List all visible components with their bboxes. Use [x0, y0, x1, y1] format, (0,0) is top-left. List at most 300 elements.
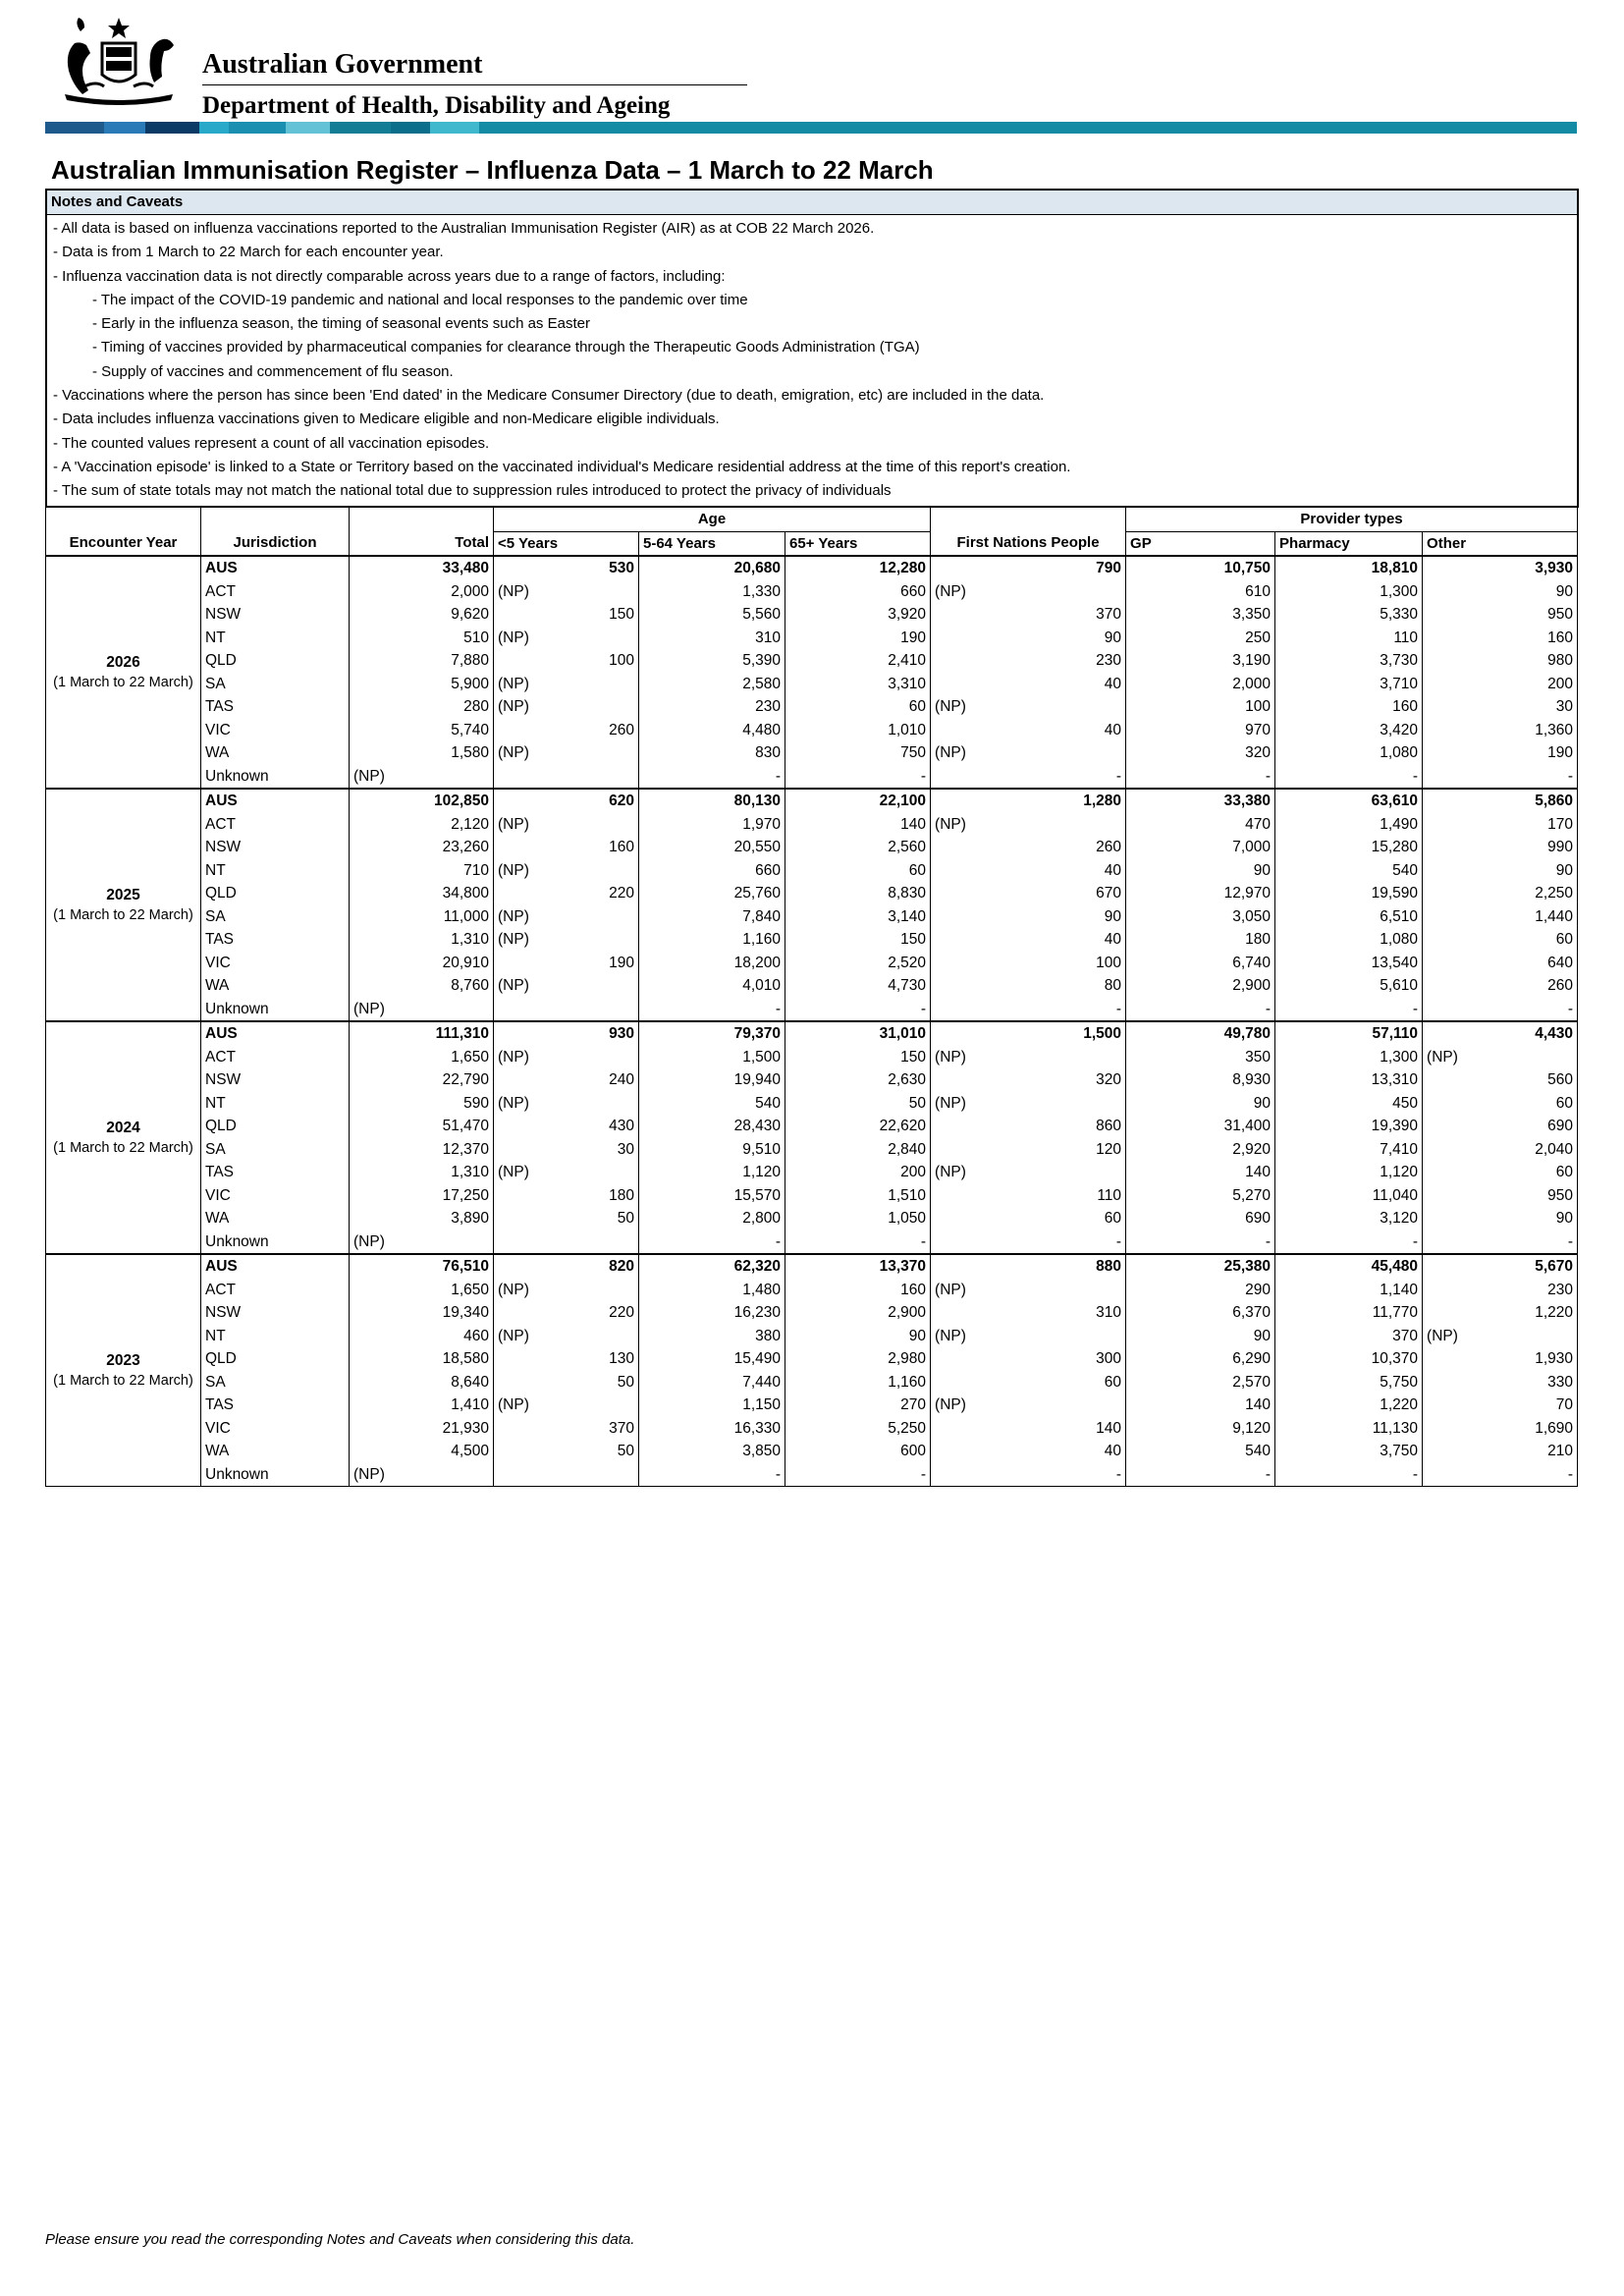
cell-age-5-64: 28,430	[639, 1115, 785, 1138]
cell-jurisdiction: QLD	[201, 649, 350, 673]
cell-gp: 90	[1126, 859, 1275, 883]
header-age-group: Age	[494, 507, 931, 531]
cell-age-5-64: 1,970	[639, 813, 785, 837]
table-row	[46, 1440, 1578, 1463]
cell-age-5-64: 15,490	[639, 1347, 785, 1371]
cell-age-under-5: (NP)	[494, 627, 639, 650]
cell-other: 2,040	[1423, 1138, 1578, 1162]
cell-first-nations: 90	[931, 627, 1126, 650]
cell-jurisdiction: WA	[201, 1440, 350, 1463]
cell-pharmacy: 3,420	[1275, 719, 1423, 742]
cell-other: 90	[1423, 580, 1578, 604]
cell-other: (NP)	[1423, 1046, 1578, 1069]
encounter-year-range: (1 March to 22 March)	[53, 1139, 193, 1156]
cell-other: 60	[1423, 928, 1578, 952]
table-row	[46, 882, 1578, 905]
cell-jurisdiction: WA	[201, 974, 350, 998]
note-item: - Supply of vaccines and commencement of flu season.	[92, 362, 454, 380]
cell-first-nations: (NP)	[931, 1161, 1126, 1184]
cell-age-under-5: (NP)	[494, 1161, 639, 1184]
table-row	[46, 1046, 1578, 1069]
cell-pharmacy: 5,330	[1275, 603, 1423, 627]
cell-age-65-plus: 1,160	[785, 1371, 931, 1394]
cell-pharmacy: 10,370	[1275, 1347, 1423, 1371]
table-row	[46, 1279, 1578, 1302]
cell-age-under-5: 50	[494, 1440, 639, 1463]
cell-gp: 8,930	[1126, 1068, 1275, 1092]
cell-age-65-plus: 13,370	[785, 1254, 931, 1279]
cell-age-5-64: 62,320	[639, 1254, 785, 1279]
cell-gp: 6,740	[1126, 952, 1275, 975]
cell-other: 5,670	[1423, 1254, 1578, 1279]
header-gp: GP	[1126, 531, 1275, 556]
cell-jurisdiction: TAS	[201, 1394, 350, 1417]
cell-age-under-5: 240	[494, 1068, 639, 1092]
cell-first-nations: 90	[931, 905, 1126, 929]
header-year-top	[46, 507, 201, 531]
cell-total: 19,340	[350, 1301, 494, 1325]
cell-first-nations: 1,280	[931, 789, 1126, 813]
cell-age-5-64: 80,130	[639, 789, 785, 813]
cell-other: -	[1423, 1463, 1578, 1487]
cell-other: 950	[1423, 603, 1578, 627]
cell-jurisdiction: ACT	[201, 580, 350, 604]
cell-age-65-plus: -	[785, 765, 931, 790]
cell-pharmacy: -	[1275, 1463, 1423, 1487]
cell-jurisdiction: NSW	[201, 1301, 350, 1325]
cell-pharmacy: 19,390	[1275, 1115, 1423, 1138]
cell-age-5-64: 25,760	[639, 882, 785, 905]
stripe-segment	[104, 122, 145, 134]
cell-pharmacy: 11,130	[1275, 1417, 1423, 1441]
cell-pharmacy: 1,120	[1275, 1161, 1423, 1184]
cell-age-5-64: -	[639, 765, 785, 790]
cell-pharmacy: 11,770	[1275, 1301, 1423, 1325]
cell-age-65-plus: 2,410	[785, 649, 931, 673]
coat-of-arms-icon	[45, 14, 192, 112]
header-total-top	[350, 507, 494, 531]
cell-age-65-plus: -	[785, 1463, 931, 1487]
cell-first-nations: (NP)	[931, 813, 1126, 837]
cell-first-nations: 670	[931, 882, 1126, 905]
cell-jurisdiction: ACT	[201, 1046, 350, 1069]
table-row	[46, 1463, 1578, 1487]
cell-age-5-64: 20,550	[639, 836, 785, 859]
encounter-year: 2025	[106, 886, 140, 903]
cell-age-under-5: 820	[494, 1254, 639, 1279]
cell-age-65-plus: -	[785, 998, 931, 1022]
cell-age-5-64: 540	[639, 1092, 785, 1116]
table-row	[46, 627, 1578, 650]
encounter-year: 2023	[106, 1351, 140, 1369]
cell-total: 710	[350, 859, 494, 883]
brand-stripe	[45, 122, 1577, 134]
cell-jurisdiction: QLD	[201, 882, 350, 905]
stripe-segment	[199, 122, 229, 134]
cell-jurisdiction: ACT	[201, 1279, 350, 1302]
cell-age-under-5: 190	[494, 952, 639, 975]
cell-total: 23,260	[350, 836, 494, 859]
cell-first-nations: 260	[931, 836, 1126, 859]
cell-age-under-5: (NP)	[494, 813, 639, 837]
cell-first-nations: 100	[931, 952, 1126, 975]
cell-total: 5,740	[350, 719, 494, 742]
cell-first-nations: 320	[931, 1068, 1126, 1092]
cell-other: 60	[1423, 1161, 1578, 1184]
table-row	[46, 580, 1578, 604]
cell-gp: 6,290	[1126, 1347, 1275, 1371]
cell-pharmacy: 5,750	[1275, 1371, 1423, 1394]
cell-other: 90	[1423, 859, 1578, 883]
cell-total: 510	[350, 627, 494, 650]
cell-total: 18,580	[350, 1347, 494, 1371]
cell-age-under-5: 220	[494, 1301, 639, 1325]
cell-age-under-5: 160	[494, 836, 639, 859]
cell-other: -	[1423, 1230, 1578, 1255]
table-row	[46, 1417, 1578, 1441]
cell-age-65-plus: 660	[785, 580, 931, 604]
cell-age-under-5	[494, 1463, 639, 1487]
cell-pharmacy: 450	[1275, 1092, 1423, 1116]
cell-age-under-5: 130	[494, 1347, 639, 1371]
cell-first-nations: -	[931, 765, 1126, 790]
cell-gp: 100	[1126, 695, 1275, 719]
cell-total: 1,650	[350, 1279, 494, 1302]
cell-jurisdiction: AUS	[201, 1254, 350, 1279]
note-item: - The impact of the COVID-19 pandemic and national and local responses to the pandemic over time	[92, 291, 748, 308]
cell-first-nations: -	[931, 1463, 1126, 1487]
note-item: - The counted values represent a count of all vaccination episodes.	[53, 434, 490, 452]
cell-other: 950	[1423, 1184, 1578, 1208]
cell-first-nations: -	[931, 1230, 1126, 1255]
cell-age-65-plus: 160	[785, 1279, 931, 1302]
cell-first-nations: (NP)	[931, 1046, 1126, 1069]
table-row	[46, 673, 1578, 696]
cell-pharmacy: 57,110	[1275, 1021, 1423, 1046]
cell-gp: -	[1126, 765, 1275, 790]
cell-first-nations: (NP)	[931, 741, 1126, 765]
cell-age-65-plus: 22,620	[785, 1115, 931, 1138]
cell-first-nations: 40	[931, 719, 1126, 742]
note-item: - Vaccinations where the person has since been 'End dated' in the Medicare Consumer Directory (due to death, emigration, etc) are included in the data.	[53, 387, 1045, 405]
cell-age-5-64: 230	[639, 695, 785, 719]
cell-total: 34,800	[350, 882, 494, 905]
encounter-year-cell	[46, 1021, 201, 1254]
cell-total: 17,250	[350, 1184, 494, 1208]
cell-jurisdiction: VIC	[201, 1184, 350, 1208]
cell-first-nations: (NP)	[931, 695, 1126, 719]
cell-jurisdiction: NT	[201, 1325, 350, 1348]
cell-pharmacy: 110	[1275, 627, 1423, 650]
cell-first-nations: -	[931, 998, 1126, 1022]
cell-first-nations: 880	[931, 1254, 1126, 1279]
cell-first-nations: 110	[931, 1184, 1126, 1208]
cell-gp: 140	[1126, 1394, 1275, 1417]
cell-pharmacy: 18,810	[1275, 556, 1423, 580]
cell-pharmacy: 1,080	[1275, 928, 1423, 952]
cell-gp: 690	[1126, 1207, 1275, 1230]
cell-total: 4,500	[350, 1440, 494, 1463]
cell-age-under-5: 370	[494, 1417, 639, 1441]
cell-gp: 970	[1126, 719, 1275, 742]
cell-other: 60	[1423, 1092, 1578, 1116]
cell-age-under-5: (NP)	[494, 1325, 639, 1348]
cell-total: 1,310	[350, 1161, 494, 1184]
cell-total: 12,370	[350, 1138, 494, 1162]
cell-jurisdiction: SA	[201, 905, 350, 929]
cell-pharmacy: 19,590	[1275, 882, 1423, 905]
cell-gp: 10,750	[1126, 556, 1275, 580]
cell-age-under-5: (NP)	[494, 695, 639, 719]
cell-age-5-64: 5,390	[639, 649, 785, 673]
cell-pharmacy: 3,750	[1275, 1440, 1423, 1463]
cell-age-5-64: -	[639, 1230, 785, 1255]
cell-age-under-5: (NP)	[494, 974, 639, 998]
notes-header: Notes and Caveats	[47, 191, 1577, 215]
cell-age-5-64: 660	[639, 859, 785, 883]
note-item: - Data is from 1 March to 22 March for each encounter year.	[53, 244, 444, 261]
cell-age-5-64: 15,570	[639, 1184, 785, 1208]
cell-total: 33,480	[350, 556, 494, 580]
cell-age-5-64: 16,230	[639, 1301, 785, 1325]
table-row	[46, 695, 1578, 719]
cell-total: 76,510	[350, 1254, 494, 1279]
cell-jurisdiction: NSW	[201, 1068, 350, 1092]
cell-age-under-5: (NP)	[494, 1046, 639, 1069]
cell-age-65-plus: 1,010	[785, 719, 931, 742]
cell-jurisdiction: TAS	[201, 928, 350, 952]
cell-gp: 2,920	[1126, 1138, 1275, 1162]
cell-first-nations: (NP)	[931, 1279, 1126, 1302]
cell-age-under-5: 430	[494, 1115, 639, 1138]
cell-gp: 180	[1126, 928, 1275, 952]
cell-gp: 350	[1126, 1046, 1275, 1069]
cell-gp: 7,000	[1126, 836, 1275, 859]
cell-age-under-5: 150	[494, 603, 639, 627]
cell-other: 2,250	[1423, 882, 1578, 905]
cell-gp: 31,400	[1126, 1115, 1275, 1138]
cell-age-5-64: 19,940	[639, 1068, 785, 1092]
cell-age-under-5: 260	[494, 719, 639, 742]
cell-jurisdiction: NSW	[201, 603, 350, 627]
cell-total: 22,790	[350, 1068, 494, 1092]
table-row	[46, 952, 1578, 975]
cell-first-nations: 80	[931, 974, 1126, 998]
cell-jurisdiction: VIC	[201, 1417, 350, 1441]
cell-age-65-plus: 140	[785, 813, 931, 837]
header-first-nations: First Nations People	[931, 531, 1126, 556]
cell-age-under-5: 100	[494, 649, 639, 673]
cell-age-under-5: 50	[494, 1207, 639, 1230]
cell-pharmacy: 1,080	[1275, 741, 1423, 765]
cell-age-65-plus: 5,250	[785, 1417, 931, 1441]
cell-total: 1,310	[350, 928, 494, 952]
cell-first-nations: 120	[931, 1138, 1126, 1162]
note-item: - Early in the influenza season, the timing of seasonal events such as Easter	[92, 315, 590, 333]
cell-age-65-plus: -	[785, 1230, 931, 1255]
cell-total: 1,580	[350, 741, 494, 765]
note-item: - All data is based on influenza vaccinations reported to the Australian Immunisation Register (AIR) as at COB 22 March 2026.	[53, 220, 875, 237]
header-jur-top	[201, 507, 350, 531]
table-row	[46, 1347, 1578, 1371]
cell-age-under-5: (NP)	[494, 1279, 639, 1302]
cell-age-under-5: 220	[494, 882, 639, 905]
cell-gp: 5,270	[1126, 1184, 1275, 1208]
cell-first-nations: 60	[931, 1207, 1126, 1230]
table-row	[46, 905, 1578, 929]
cell-total: 111,310	[350, 1021, 494, 1046]
cell-other: 980	[1423, 649, 1578, 673]
cell-age-65-plus: 190	[785, 627, 931, 650]
cell-age-under-5: 530	[494, 556, 639, 580]
table-row	[46, 556, 1578, 580]
cell-age-65-plus: 750	[785, 741, 931, 765]
cell-total: 2,120	[350, 813, 494, 837]
cell-first-nations: 860	[931, 1115, 1126, 1138]
cell-jurisdiction: AUS	[201, 1021, 350, 1046]
cell-age-under-5: 930	[494, 1021, 639, 1046]
table-row	[46, 998, 1578, 1022]
cell-other: 210	[1423, 1440, 1578, 1463]
cell-gp: 49,780	[1126, 1021, 1275, 1046]
cell-age-under-5: (NP)	[494, 905, 639, 929]
header-provider-group: Provider types	[1126, 507, 1578, 531]
cell-total: 1,650	[350, 1046, 494, 1069]
note-item: - Timing of vaccines provided by pharmaceutical companies for clearance through the Therapeutic Goods Administration (TGA)	[92, 339, 920, 356]
cell-jurisdiction: Unknown	[201, 998, 350, 1022]
notes-list	[47, 215, 1577, 506]
cell-jurisdiction: SA	[201, 1138, 350, 1162]
encounter-year: 2024	[106, 1119, 140, 1136]
cell-other: 990	[1423, 836, 1578, 859]
table-row	[46, 789, 1578, 813]
cell-gp: 6,370	[1126, 1301, 1275, 1325]
table-row	[46, 1230, 1578, 1255]
cell-jurisdiction: NT	[201, 859, 350, 883]
table-row	[46, 813, 1578, 837]
cell-gp: -	[1126, 998, 1275, 1022]
cell-jurisdiction: AUS	[201, 789, 350, 813]
cell-gp: 2,900	[1126, 974, 1275, 998]
cell-total: 7,880	[350, 649, 494, 673]
header-pharmacy: Pharmacy	[1275, 531, 1423, 556]
cell-total: (NP)	[350, 1230, 494, 1255]
cell-gp: -	[1126, 1463, 1275, 1487]
cell-total: 1,410	[350, 1394, 494, 1417]
cell-pharmacy: 13,540	[1275, 952, 1423, 975]
stripe-segment	[145, 122, 199, 134]
cell-pharmacy: 7,410	[1275, 1138, 1423, 1162]
encounter-year-cell	[46, 556, 201, 789]
cell-jurisdiction: VIC	[201, 719, 350, 742]
cell-age-under-5: (NP)	[494, 928, 639, 952]
cell-first-nations: 790	[931, 556, 1126, 580]
cell-age-5-64: 5,560	[639, 603, 785, 627]
table-row	[46, 1371, 1578, 1394]
cell-total: 460	[350, 1325, 494, 1348]
cell-other: 1,690	[1423, 1417, 1578, 1441]
cell-age-under-5: (NP)	[494, 1394, 639, 1417]
cell-age-65-plus: 2,840	[785, 1138, 931, 1162]
cell-age-65-plus: 90	[785, 1325, 931, 1348]
note-item: - Data includes influenza vaccinations given to Medicare eligible and non-Medicare eligible individuals.	[53, 410, 720, 428]
table-row	[46, 836, 1578, 859]
cell-age-under-5: (NP)	[494, 1092, 639, 1116]
cell-gp: 250	[1126, 627, 1275, 650]
cell-jurisdiction: Unknown	[201, 765, 350, 790]
cell-first-nations: (NP)	[931, 1394, 1126, 1417]
cell-age-under-5: 50	[494, 1371, 639, 1394]
footer-note: Please ensure you read the corresponding Notes and Caveats when considering this data.	[45, 2231, 635, 2248]
cell-gp: 3,050	[1126, 905, 1275, 929]
cell-gp: 2,570	[1126, 1371, 1275, 1394]
cell-other: 560	[1423, 1068, 1578, 1092]
cell-age-65-plus: 22,100	[785, 789, 931, 813]
cell-jurisdiction: SA	[201, 1371, 350, 1394]
header-rule	[202, 84, 747, 85]
cell-gp: 320	[1126, 741, 1275, 765]
cell-total: 21,930	[350, 1417, 494, 1441]
cell-pharmacy: 3,730	[1275, 649, 1423, 673]
cell-pharmacy: 45,480	[1275, 1254, 1423, 1279]
cell-jurisdiction: WA	[201, 741, 350, 765]
cell-pharmacy: -	[1275, 1230, 1423, 1255]
cell-age-5-64: 7,440	[639, 1371, 785, 1394]
cell-pharmacy: 15,280	[1275, 836, 1423, 859]
table-row	[46, 1161, 1578, 1184]
stripe-segment	[45, 122, 104, 134]
cell-first-nations: (NP)	[931, 1325, 1126, 1348]
cell-gp: 470	[1126, 813, 1275, 837]
header-jurisdiction: Jurisdiction	[201, 531, 350, 556]
cell-age-65-plus: 60	[785, 695, 931, 719]
cell-pharmacy: 3,710	[1275, 673, 1423, 696]
cell-gp: 9,120	[1126, 1417, 1275, 1441]
cell-age-5-64: 16,330	[639, 1417, 785, 1441]
cell-pharmacy: 63,610	[1275, 789, 1423, 813]
cell-jurisdiction: NT	[201, 627, 350, 650]
table-row	[46, 1092, 1578, 1116]
cell-gp: 3,350	[1126, 603, 1275, 627]
cell-other: 690	[1423, 1115, 1578, 1138]
cell-total: 20,910	[350, 952, 494, 975]
cell-jurisdiction: ACT	[201, 813, 350, 837]
header-other: Other	[1423, 531, 1578, 556]
cell-pharmacy: 11,040	[1275, 1184, 1423, 1208]
cell-age-under-5: 620	[494, 789, 639, 813]
cell-age-65-plus: 1,510	[785, 1184, 931, 1208]
cell-other: 90	[1423, 1207, 1578, 1230]
cell-first-nations: 300	[931, 1347, 1126, 1371]
cell-age-5-64: 79,370	[639, 1021, 785, 1046]
cell-first-nations: 40	[931, 1440, 1126, 1463]
table-row	[46, 1207, 1578, 1230]
cell-total: (NP)	[350, 1463, 494, 1487]
cell-age-5-64: -	[639, 998, 785, 1022]
cell-age-65-plus: 200	[785, 1161, 931, 1184]
cell-gp: 140	[1126, 1161, 1275, 1184]
stripe-segment	[479, 122, 1577, 134]
cell-age-65-plus: 31,010	[785, 1021, 931, 1046]
department-title: Department of Health, Disability and Ageing	[202, 92, 671, 119]
cell-total: 8,760	[350, 974, 494, 998]
table-row	[46, 1138, 1578, 1162]
page-title: Australian Immunisation Register – Influenza Data – 1 March to 22 March	[51, 155, 934, 185]
encounter-year-range: (1 March to 22 March)	[53, 906, 193, 923]
cell-jurisdiction: Unknown	[201, 1230, 350, 1255]
header-total: Total	[350, 531, 494, 556]
note-item: - Influenza vaccination data is not directly comparable across years due to a range of factors, including:	[53, 267, 726, 285]
